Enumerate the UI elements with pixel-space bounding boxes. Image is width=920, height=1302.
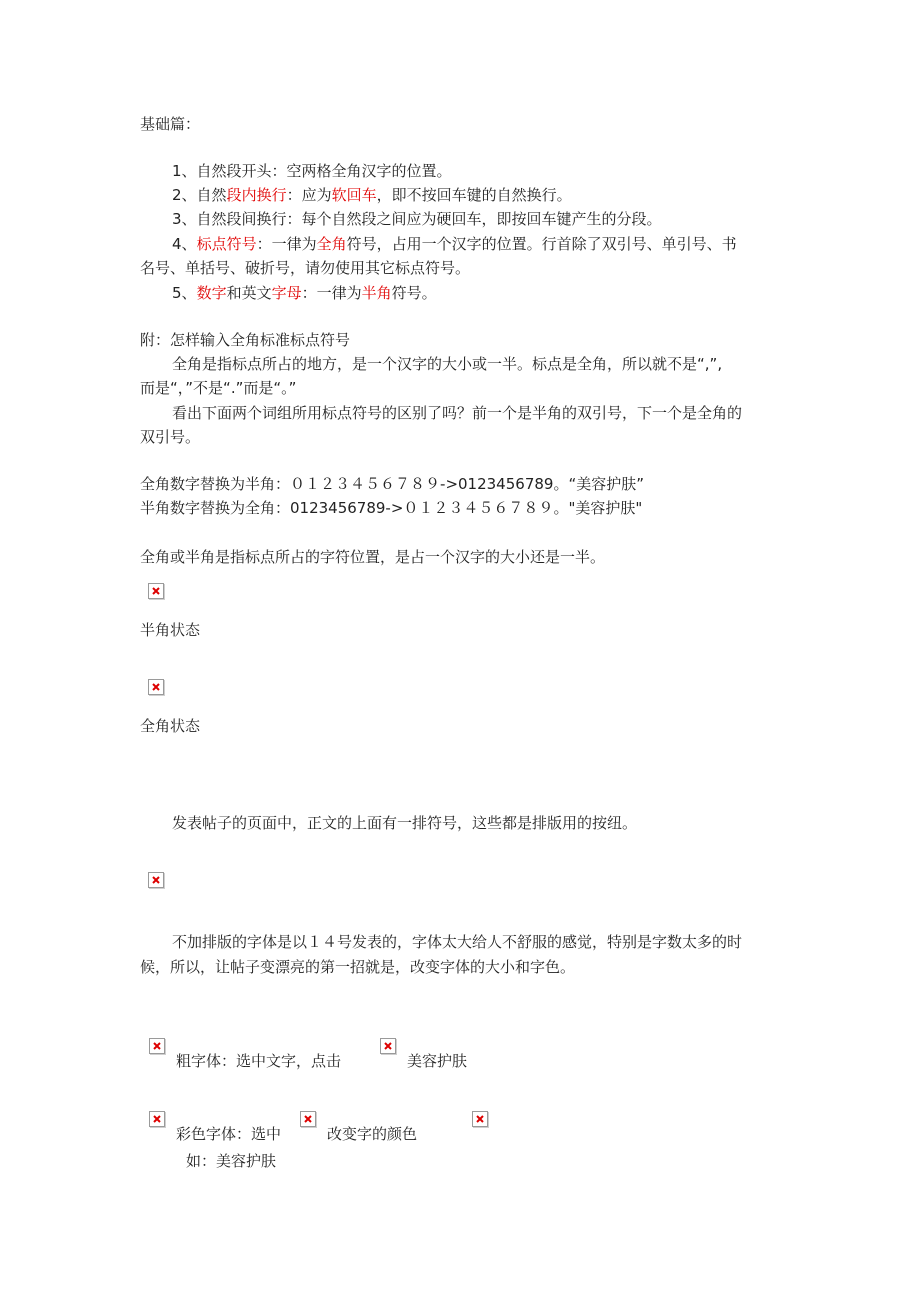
bold-sample-icon: [380, 1038, 396, 1054]
example-halfwidth-to-fullwidth: 半角数字替换为全角：0123456789->０１２３４５６７８９。"美容护肤": [140, 499, 643, 517]
appendix-paragraph-2-continued: 双引号。: [140, 428, 201, 446]
heading: 基础篇：: [140, 115, 201, 133]
color-sample-icon: [472, 1111, 488, 1127]
example-fullwidth-to-halfwidth: 全角数字替换为半角：０１２３４５６７８９->0123456789。“美容护肤”: [140, 475, 644, 493]
rule-5: 5、数字和英文字母：一律为半角符号。: [172, 284, 437, 302]
color-picker-icon[interactable]: [300, 1111, 316, 1127]
color-button-icon[interactable]: [149, 1111, 165, 1127]
bold-instruction: 粗字体：选中文字，点击: [176, 1052, 342, 1070]
rule-3: 3、自然段间换行：每个自然段之间应为硬回车，即按回车键产生的分段。: [172, 210, 662, 228]
bold-button-icon[interactable]: [149, 1038, 165, 1054]
color-action-text: 改变字的颜色: [327, 1125, 418, 1143]
color-example: 如：美容护肤: [186, 1152, 277, 1170]
broken-image-icon: [148, 872, 164, 888]
font-paragraph: 不加排版的字体是以１４号发表的，字体太大给人不舒服的感觉，特别是字数太多的时: [172, 933, 743, 951]
appendix-title: 附：怎样输入全角标准标点符号: [140, 331, 351, 349]
bold-sample-text: 美容护肤: [407, 1052, 468, 1070]
rule-4-continued: 名号、单括号、破折号，请勿使用其它标点符号。: [140, 259, 471, 277]
caption-half-width: 半角状态: [140, 621, 201, 639]
posting-paragraph: 发表帖子的页面中，正文的上面有一排符号，这些都是排版用的按纽。: [172, 814, 638, 832]
appendix-paragraph-1-continued: 而是“，”不是“.”而是“。”: [140, 379, 297, 397]
rule-2: 2、自然段内换行：应为软回车，即不按回车键的自然换行。: [172, 186, 572, 204]
broken-image-icon: [148, 583, 164, 599]
appendix-paragraph-2: 看出下面两个词组所用标点符号的区别了吗？前一个是半角的双引号，下一个是全角的: [172, 404, 743, 422]
broken-image-icon: [148, 679, 164, 695]
font-paragraph-continued: 候，所以，让帖子变漂亮的第一招就是，改变字体的大小和字色。: [140, 958, 576, 976]
rule-1: 1、自然段开头：空两格全角汉字的位置。: [172, 162, 452, 180]
summary: 全角或半角是指标点所占的字符位置，是占一个汉字的大小还是一半。: [140, 548, 606, 566]
appendix-paragraph-1: 全角是指标点所占的地方，是一个汉字的大小或一半。标点是全角，所以就不是“,”,: [172, 355, 723, 373]
color-instruction: 彩色字体：选中: [176, 1125, 282, 1143]
caption-full-width: 全角状态: [140, 717, 201, 735]
rule-4: 4、标点符号：一律为全角符号，占用一个汉字的位置。行首除了双引号、单引号、书: [172, 235, 737, 253]
